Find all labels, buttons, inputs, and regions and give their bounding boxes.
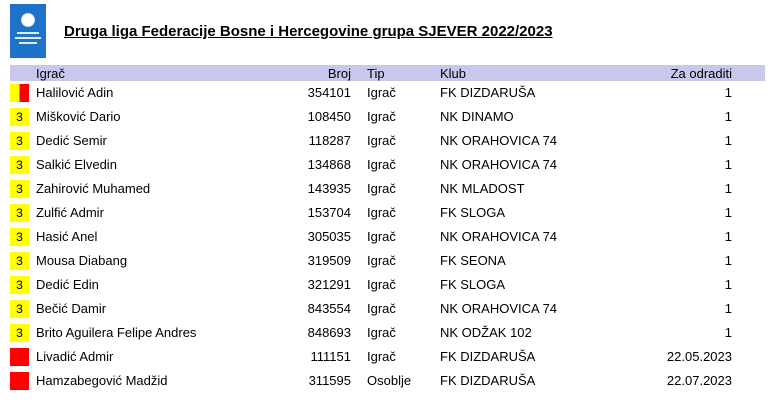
suspensions-table (10, 65, 765, 393)
table-body (10, 81, 765, 393)
club-name: NK ORAHOVICA 74 (440, 301, 558, 316)
card-count: 3 (16, 134, 23, 148)
column-header-igrac: Igrač (36, 66, 65, 81)
player-name: Mišković Dario (36, 109, 121, 124)
club-name: FK DIZDARUŠA (440, 349, 536, 364)
remaining-suspension: 1 (724, 325, 732, 340)
table-row (10, 249, 765, 273)
table-row (10, 177, 765, 201)
remaining-suspension: 1 (724, 85, 732, 100)
table-row (10, 345, 765, 369)
player-type: Osoblje (367, 373, 412, 388)
table-row (10, 273, 765, 297)
club-name: FK SEONA (440, 253, 506, 268)
card-badge (10, 300, 29, 318)
column-header-klub: Klub (440, 66, 467, 81)
club-name: NK MLADOST (440, 181, 525, 196)
card-count: 3 (16, 230, 23, 244)
remaining-suspension: 22.07.2023 (666, 373, 732, 388)
club-name: NK ORAHOVICA 74 (440, 133, 558, 148)
player-number: 354101 (307, 85, 351, 100)
club-name: NK ODŽAK 102 (440, 325, 532, 340)
federation-logo (10, 4, 46, 58)
player-name: Brito Aguilera Felipe Andres (36, 325, 197, 340)
table-row (10, 321, 765, 345)
card-badge (10, 228, 29, 246)
player-number: 843554 (307, 301, 351, 316)
player-number: 143935 (307, 181, 351, 196)
player-name: Bečić Damir (36, 301, 107, 316)
player-name: Mousa Diabang (36, 253, 128, 268)
card-count: 3 (16, 158, 23, 172)
remaining-suspension: 1 (724, 205, 732, 220)
remaining-suspension: 1 (724, 229, 732, 244)
remaining-suspension: 1 (724, 253, 732, 268)
club-name: FK SLOGA (440, 277, 506, 292)
player-type: Igrač (367, 349, 396, 364)
player-name: Zulfić Admir (36, 205, 104, 220)
card-badge (10, 348, 29, 366)
card-badge (10, 372, 29, 390)
player-number: 305035 (307, 229, 351, 244)
card-badge (10, 156, 29, 174)
table-row (10, 297, 765, 321)
card-badge (10, 252, 29, 270)
table-row (10, 153, 765, 177)
remaining-suspension: 1 (724, 277, 732, 292)
player-name: Hasić Anel (36, 229, 98, 244)
card-badge (10, 204, 29, 222)
club-name: FK DIZDARUŠA (440, 85, 536, 100)
table-row (10, 369, 765, 393)
player-type: Igrač (367, 181, 396, 196)
remaining-suspension: 1 (724, 133, 732, 148)
federation-emblem-icon (21, 13, 35, 27)
player-name: Halilović Adin (36, 85, 114, 100)
player-type: Igrač (367, 205, 396, 220)
player-type: Igrač (367, 85, 396, 100)
card-badge (10, 84, 29, 102)
player-number: 319509 (307, 253, 351, 268)
remaining-suspension: 1 (724, 301, 732, 316)
player-name: Dedić Edin (36, 277, 99, 292)
player-name: Livadić Admir (36, 349, 114, 364)
table-row (10, 105, 765, 129)
card-badge (10, 108, 29, 126)
player-type: Igrač (367, 301, 396, 316)
player-type: Igrač (367, 133, 396, 148)
player-name: Salkić Elvedin (36, 157, 117, 172)
card-count: 3 (16, 110, 23, 124)
card-count: 3 (16, 278, 23, 292)
column-header-broj: Broj (327, 66, 351, 81)
column-header-za-odraditi: Za odraditi (670, 66, 732, 81)
card-badge (10, 276, 29, 294)
card-count: 3 (16, 326, 23, 340)
player-name: Zahirović Muhamed (36, 181, 151, 196)
player-number: 108450 (307, 109, 351, 124)
player-number: 848693 (307, 325, 351, 340)
page-title: Druga liga Federacije Bosne i Hercegovine grupa SJEVER 2022/2023 (64, 23, 553, 40)
player-type: Igrač (367, 229, 396, 244)
club-name: NK ORAHOVICA 74 (440, 229, 558, 244)
player-type: Igrač (367, 277, 396, 292)
remaining-suspension: 1 (724, 109, 732, 124)
player-number: 321291 (307, 277, 351, 292)
column-header-tip: Tip (367, 66, 385, 81)
card-badge (10, 132, 29, 150)
table-row (10, 225, 765, 249)
player-name: Dedić Semir (36, 133, 107, 148)
player-type: Igrač (367, 253, 396, 268)
card-count: 3 (16, 254, 23, 268)
player-type: Igrač (367, 157, 396, 172)
card-count: 3 (16, 206, 23, 220)
remaining-suspension: 1 (724, 157, 732, 172)
table-header (10, 65, 765, 81)
club-name: FK DIZDARUŠA (440, 373, 536, 388)
player-number: 118287 (308, 133, 351, 148)
player-number: 311595 (308, 373, 351, 388)
table-row (10, 81, 765, 105)
remaining-suspension: 22.05.2023 (666, 349, 732, 364)
card-count: 3 (16, 302, 23, 316)
table-row (10, 129, 765, 153)
card-count: 3 (16, 182, 23, 196)
card-badge (10, 180, 29, 198)
club-name: NK ORAHOVICA 74 (440, 157, 558, 172)
player-type: Igrač (367, 109, 396, 124)
club-name: NK DINAMO (440, 109, 514, 124)
card-badge (10, 324, 29, 342)
logo-text-lines (15, 32, 41, 47)
player-number: 134868 (307, 157, 351, 172)
player-name: Hamzabegović Madžid (36, 373, 168, 388)
player-number: 111151 (310, 349, 351, 364)
table-row (10, 201, 765, 225)
player-number: 153704 (307, 205, 351, 220)
player-type: Igrač (367, 325, 396, 340)
club-name: FK SLOGA (440, 205, 506, 220)
remaining-suspension: 1 (724, 181, 732, 196)
